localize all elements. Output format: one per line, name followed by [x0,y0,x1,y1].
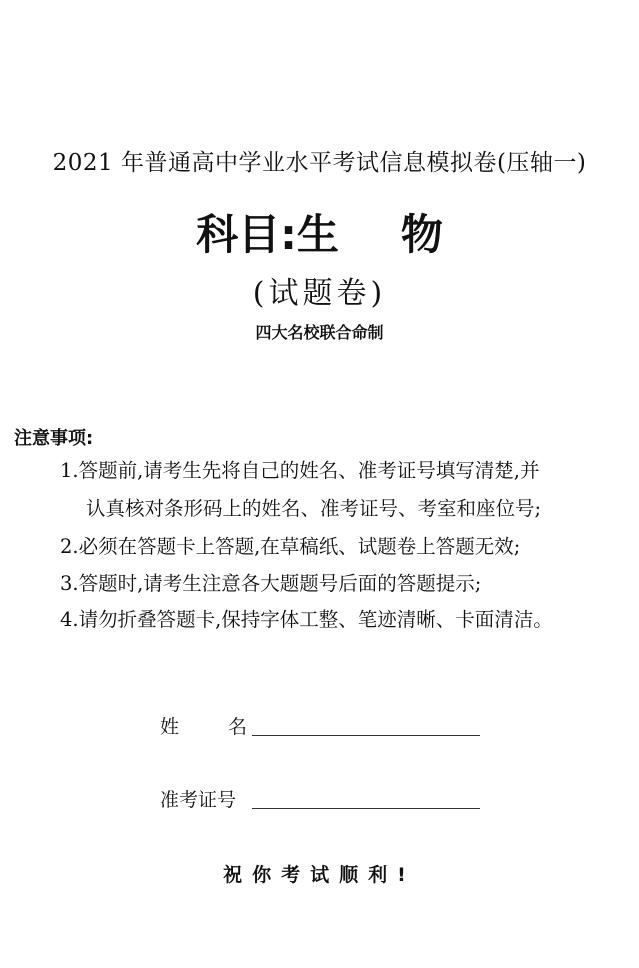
notice-heading: 注意事项: [14,428,94,449]
notice-item-3: 3.答题时,请考生注意各大题题号后面的答题提示; [60,572,482,595]
publisher: 四大名校联合命制 [255,323,384,342]
subject-label: 科目: [196,210,297,259]
notice-item-1-continued: 认真核对条形码上的姓名、准考证号、考室和座位号; [86,497,542,520]
name-field-line[interactable] [252,735,480,736]
paper-type: (试题卷) [252,276,387,311]
closing-wish: 祝你考试顺利! [223,864,416,886]
exam-title: 2021 年普通高中学业水平考试信息模拟卷(压轴一) [52,150,587,176]
subject-line [0,202,639,262]
name-label-char-2: 名 [228,716,248,738]
exam-number-label: 准考证号 [160,789,237,811]
subject-char-2: 物 [400,210,443,259]
subject-char-1: 生 [296,210,339,259]
exam-number-field-line[interactable] [252,808,480,809]
name-label-char-1: 姓 [160,716,180,738]
notice-item-2: 2.必须在答题卡上答题,在草稿纸、试题卷上答题无效; [60,535,521,558]
notice-item-4: 4.请勿折叠答题卡,保持字体工整、笔迹清晰、卡面清洁。 [60,608,553,631]
notice-item-1: 1.答题前,请考生先将自己的姓名、准考证号填写清楚,并 [60,459,540,482]
